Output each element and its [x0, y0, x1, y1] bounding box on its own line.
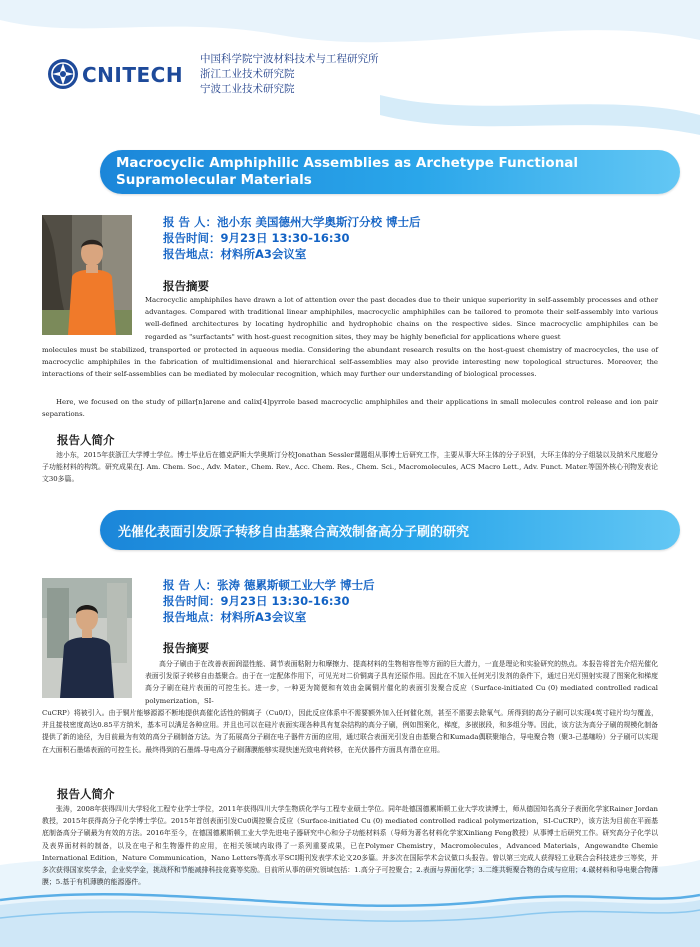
speaker-1-photo — [42, 215, 132, 335]
talk-1-title-line2: Supramolecular Materials — [116, 172, 312, 188]
talk-1-title-line1: Macrocyclic Amphiphilic Assemblies as Archetype Functional — [116, 155, 579, 171]
talk-1-location: 报告地点：材料所A3会议室 — [163, 247, 307, 261]
talk-1-abstract-heading: 报告摘要 — [163, 279, 209, 293]
talk-1-bio: 池小东，2015年获浙江大学博士学位。博士毕业后在德克萨斯大学奥斯汀分校Jonathan Sessler课题组从事博士后研究工作，主要从事大环主体的分子识别，大环主体的分子组装以及纳米尺度超分子功能材料的构筑。研究成果在J. Am. Chem. Soc., Adv. Mater., Chem. Rev., Acc. Chem. Res., Chem. Sci., Macromolecules, ACS Macro Lett., Adv. Funct. Mater.等国外核心刊物发表论文30多篇。 — [42, 451, 658, 484]
talk-1-reporter: 报 告 人：池小东 美国德州大学奥斯汀分校 博士后 — [163, 215, 421, 229]
talk-2-bio: 张涛，2008年获得四川大学轻化工程专业学士学位，2011年获得四川大学生物质化学与工程专业硕士学位。同年赴德国德累斯顿工业大学攻读博士，师从德国知名高分子表面化学家Rainer Jordan教授，2015年获得高分子化学博士学位。2015年首创表面引发Cu0调控聚合反应（Surface-initiated Cu (0) mediated controlled radical polymerization，SI-CuCRP），该方法为目前在平面基底制备高分子刷最为有效的方法。2016年至今，在德国德累斯顿工业大学先进电子器研究中心和分子功能材料系（导师为著名材料化学家Xinliang Feng教授）从事博士后研究工作。研究高分子化学以及表界面材料的制备，以及在电子和生物器件的应用，在相关领域内取得了一系列重要成果，已在Polymer Chemistry，Macromolecules，Advanced Materials，Angewandte Chemie International Edition，Nature Communication，Nano Letters等高水平SCI期刊发表学术论文20多篇。并多次在国际学术会议做口头报告。曾以第三完成人获得轻工业联合会科技进步三等奖，并多次获得国家奖学金，企业奖学金，挑战杯和节能减排科技竞赛等奖励。目前所从事的研究领域包括：1.高分子可控聚合；2.表面与界面化学；3.二维共轭聚合物的合成与应用；4.碳材料和导电聚合物薄膜；5.基于有机薄膜的能源器件。 — [42, 805, 658, 887]
institution-name: 中国科学院宁波材料技术与工程研究所 — [200, 53, 379, 65]
talk-2-title: 光催化表面引发原子转移自由基聚合高效制备高分子刷的研究 — [118, 524, 470, 540]
cnitech-logo — [47, 58, 197, 94]
talk-1-title-banner — [100, 150, 680, 194]
talk-2-abstract-p1-cont: CuCRP）将被引入。由于铜片能够源源不断地提供高催化活性的铜离子（Cu0/I），因此反应体系中不需要额外加入任何催化剂，甚至不需要去除氧气。所得到的高分子刷可以实现4英寸硅片均匀覆盖，并且接枝密度高达0.85平方纳米，基本可以满足各种应用。并且也可以在硅片表面实现各种具有复杂结构的高分子刷，例如图案化，梯度，多嵌嵌段，和多组分等。因此，该方法为高分子刷的规模化制备提供了新的途径，为目前最为有效的高分子刷制备方法。为了拓展高分子刷在电子器件方面的应用，通过联合表面光引发自由基聚合和Kumada偶联聚缩合，导电聚合物（聚3-己基噻吩）分子刷可以实现在大面积石墨烯表面的可控生长。最终得到的石墨烯-导电高分子刷薄膜能够实现快速光致电荷转移，在光伏器件方面具有潜在应用。 — [42, 709, 658, 754]
logo-wordmark: CNITECH — [82, 63, 184, 87]
talk-1-time: 报告时间：9月23日 13:30-16:30 — [163, 231, 350, 245]
talk-1-info — [163, 214, 421, 262]
talk-2-title-banner — [100, 510, 680, 550]
talk-2-time: 报告时间：9月23日 13:30-16:30 — [163, 594, 350, 608]
talk-1-abstract-p1: Macrocyclic amphiphiles have drawn a lot of attention over the past decades due to their unique superiority in self-assembly processes and other advantages. Compared with traditional linear amphiphiles, macrocyclic amphiphiles can be tailored to promote their self-assembly into various well-defined architectures by locating hydrophilic and hydrophobic chains on the respective sides. Since macrocyclic amphiphiles can be regarded as "surfactants" with host-guest recognition sites, they may be highly beneficial for applications where guest — [145, 296, 658, 341]
talk-2-abstract-p1: 高分子刷由于在改善表面润湿性能、调节表面粘附力和摩擦力、提高材料的生物相容性等方面的巨大潜力，一直是理论和实验研究的热点。本报告将首先介绍光催化表面引发原子转移自由基聚合。由于在一定配体作用下，可见光对二价铜离子具有还原作用。因此在不加入任何光引发剂的条件下，通过日光灯照射实现了图案化和梯度高分子刷在硅片表面的可控生长。进一步，一种更为简便和有效由金属铜片催化的表面引发聚合反应（Surface-initiated Cu (0) mediated controlled radical polymerization，SI- — [145, 660, 658, 705]
talk-2-location: 报告地点：材料所A3会议室 — [163, 610, 307, 624]
talk-2-abstract-heading: 报告摘要 — [163, 641, 209, 655]
talk-1-abstract-p2: Here, we focused on the study of pillar[n]arene and calix[4]pyrrole based macrocyclic amphiphiles and their applications in small molecules control release and ion pair separations. — [42, 398, 658, 419]
talk-1-bio-heading: 报告人简介 — [57, 433, 115, 447]
talk-2-info — [163, 577, 375, 625]
speaker-2-photo — [42, 578, 132, 698]
talk-2-bio-heading: 报告人简介 — [57, 787, 115, 801]
talk-1-abstract-p1-cont: molecules must be stabilized, transported or protected in aqueous media. Considering the abundant research results on the host-guest chemistry of macrocycles, the use of macrocyclic amphiphiles in the fabrication of multidimensional and hierarchical self-assemblies may also provide interesting new topological structures. Moreover, the interactions of their self-assemblies can be mediated by molecular recognition, which may further our understanding of biological processes. — [42, 346, 658, 379]
institution-name: 浙江工业技术研究院 — [200, 68, 295, 80]
institution-list — [200, 52, 379, 97]
institution-name: 宁波工业技术研究院 — [200, 83, 295, 95]
talk-2-reporter: 报 告 人：张涛 德累斯顿工业大学 博士后 — [163, 578, 375, 592]
cnitech-emblem-icon — [47, 58, 79, 90]
